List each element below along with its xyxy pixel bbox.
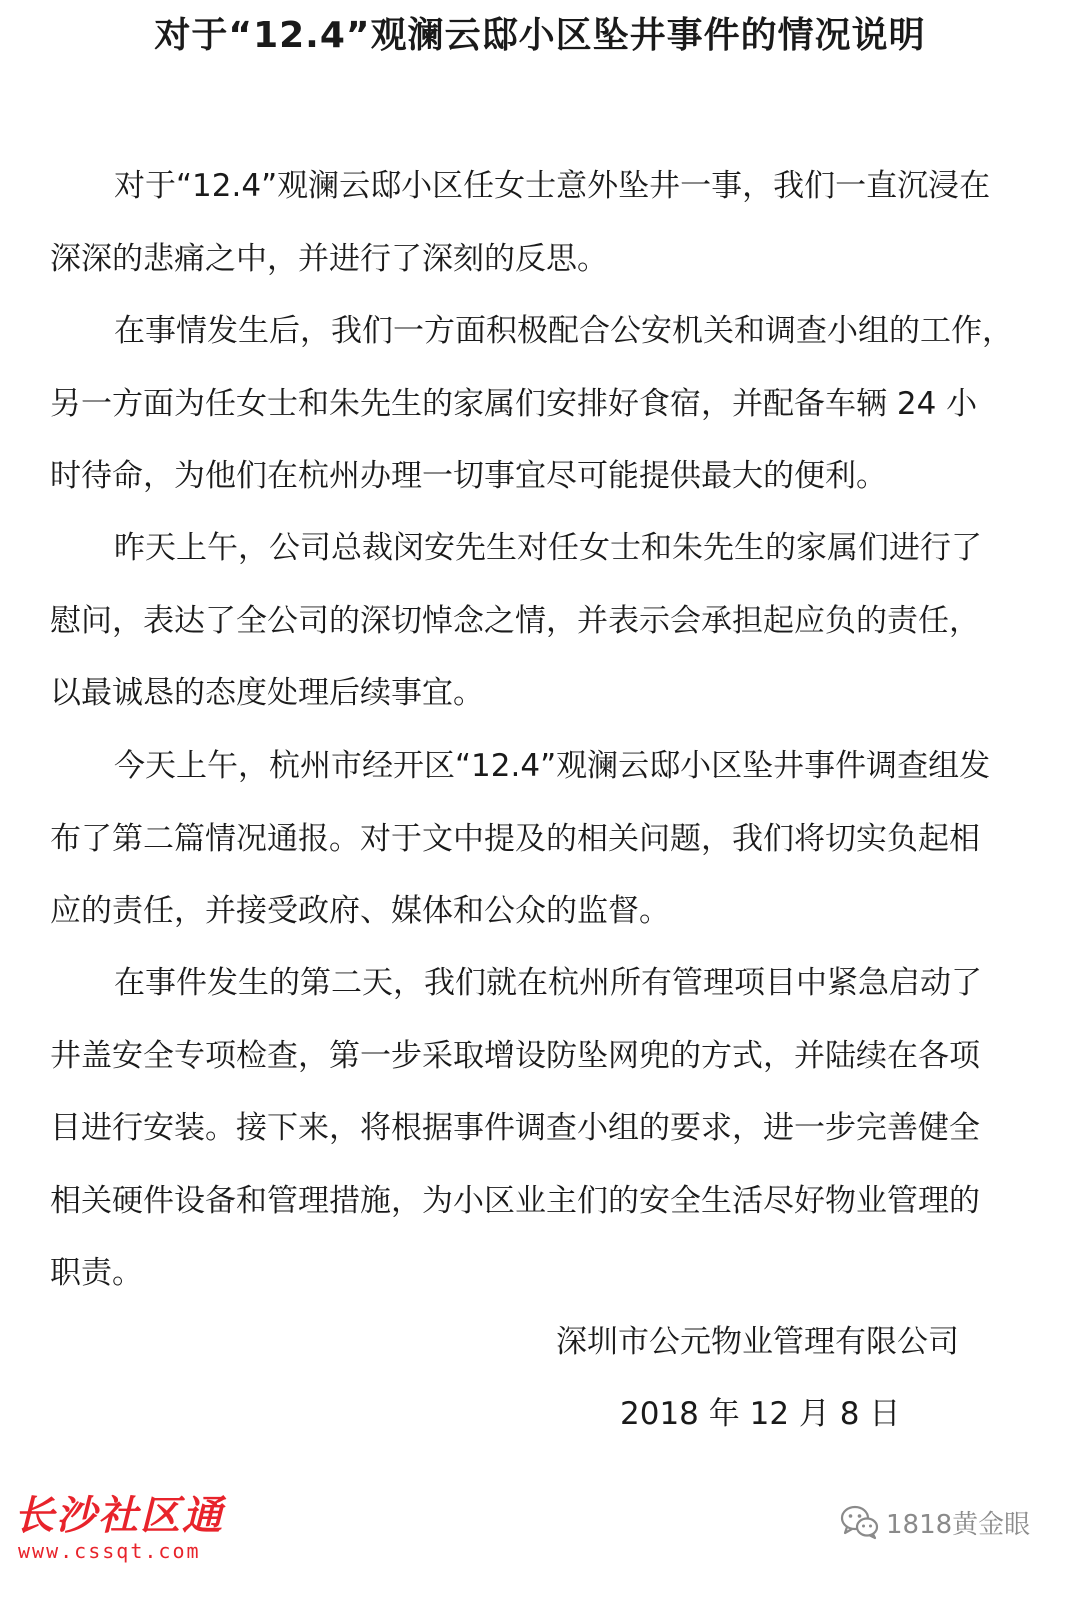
paragraph-line: 在事件发生的第二天，我们就在杭州所有管理项目中紧急启动了 <box>114 965 982 1001</box>
paragraph-line: 职责。 <box>50 1255 143 1291</box>
wechat-icon <box>840 1504 880 1540</box>
paragraph-line: 慰问，表达了全公司的深切悼念之情，并表示会承担起应负的责任， <box>50 602 980 639</box>
paragraph-line: 昨天上午，公司总裁闵安先生对任女士和朱先生的家属们进行了 <box>114 530 982 566</box>
paragraph <box>50 512 982 730</box>
paragraph <box>50 295 1013 513</box>
watermark-brand-name: 长沙社区通 <box>14 1493 224 1539</box>
signature-company: 深圳市公元物业管理有限公司 <box>556 1324 959 1360</box>
paragraph <box>50 947 982 1310</box>
paragraph-line: 以最诚恳的态度处理后续事宜。 <box>50 675 484 711</box>
paragraph-line: 布了第二篇情况通报。对于文中提及的相关问题，我们将切实负起相 <box>50 820 980 857</box>
paragraph-line: 对于“12.4”观澜云邸小区任女士意外坠井一事，我们一直沉浸在 <box>114 168 991 204</box>
paragraph-line: 目进行安装。接下来，将根据事件调查小组的要求，进一步完善健全 <box>50 1110 980 1146</box>
paragraph-line: 深深的悲痛之中，并进行了深刻的反思。 <box>50 240 608 277</box>
paragraph <box>50 730 990 948</box>
watermark-account-name: 1818黄金眼 <box>886 1509 1031 1540</box>
watermark-brand-url: www.cssqt.com <box>18 1539 201 1563</box>
watermark-account <box>840 1502 1030 1542</box>
paragraph-line: 相关硬件设备和管理措施，为小区业主们的安全生活尽好物业管理的 <box>50 1182 980 1219</box>
paragraph-line: 时待命，为他们在杭州办理一切事宜尽可能提供最大的便利。 <box>50 458 887 494</box>
paragraph <box>50 150 990 295</box>
document-title: 对于“12.4”观澜云邸小区坠井事件的情况说明 <box>154 15 926 56</box>
paragraph-line: 在事情发生后，我们一方面积极配合公安机关和调查小组的工作， <box>114 313 1013 349</box>
watermark-brand <box>14 1492 234 1562</box>
paragraph-line: 井盖安全专项检查，第一步采取增设防坠网兜的方式，并陆续在各项 <box>50 1037 980 1074</box>
paragraph-line: 应的责任，并接受政府、媒体和公众的监督。 <box>50 893 670 929</box>
signature-date: 2018 年 12 月 8 日 <box>620 1396 901 1432</box>
paragraph-line: 今天上午，杭州市经开区“12.4”观澜云邸小区坠井事件调查组发 <box>114 748 991 784</box>
paragraph-line: 另一方面为任女士和朱先生的家属们安排好食宿，并配备车辆 24 小 <box>50 385 978 422</box>
